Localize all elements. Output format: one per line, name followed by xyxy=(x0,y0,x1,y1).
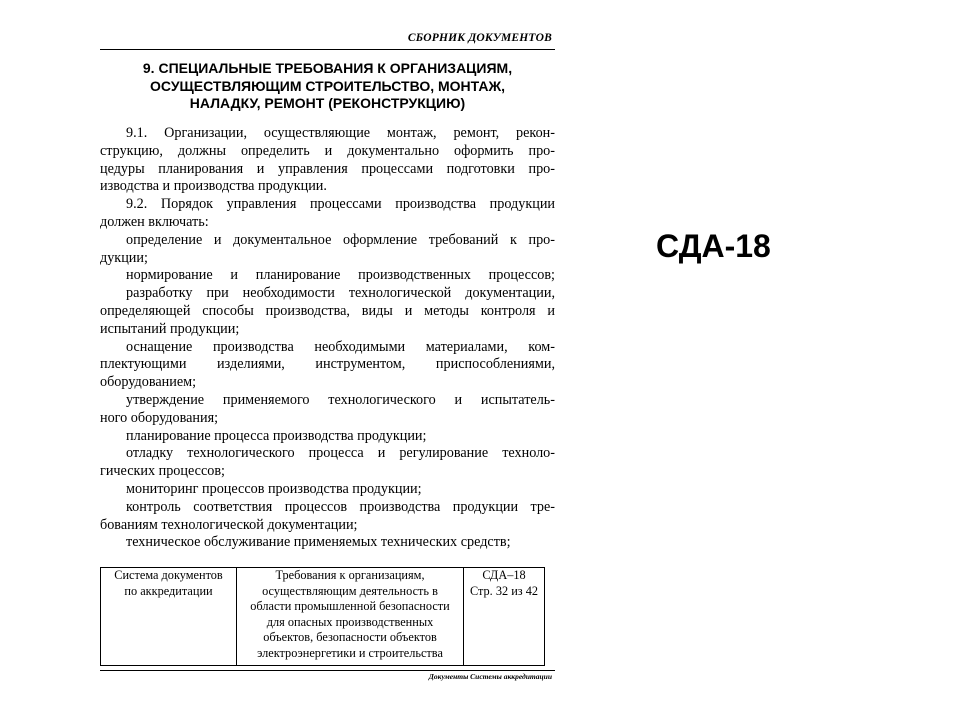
footer-cell-system xyxy=(101,568,237,666)
paragraph-line: мониторинг процессов производства продукции; xyxy=(126,480,422,497)
paragraph-line: оснащение производства необходимыми материалами, ком- xyxy=(126,338,555,355)
footer-cell-line: области промышленной безопасности xyxy=(250,599,450,613)
document-page xyxy=(100,30,555,690)
paragraph-line: планирование процесса производства продукции; xyxy=(126,427,427,444)
paragraph-line: 9.1. Организации, осуществляющие монтаж, ремонт, рекон- xyxy=(126,125,555,141)
footer-cell-line: электроэнергетики и строительства xyxy=(257,645,443,660)
paragraph-line: бованиям технологической документации; xyxy=(100,516,358,533)
paragraph-line: техническое обслуживание применяемых технических средств; xyxy=(126,534,511,551)
footer-table xyxy=(100,567,545,666)
header-rule xyxy=(100,49,555,50)
paragraph-line: контроль соответствия процессов производства продукции тре- xyxy=(126,498,555,515)
paragraph-line: гических процессов; xyxy=(100,463,225,480)
paragraph-line: испытаний продукции; xyxy=(100,320,240,337)
paragraph-line: нормирование и планирование производственных процессов; xyxy=(126,267,555,284)
paragraph-line: 9.2. Порядок управления процессами производства продукции xyxy=(126,196,555,213)
paragraph-line: изводства и производства продукции. xyxy=(100,178,327,195)
paragraph-line: определение и документальное оформление требований к про- xyxy=(126,231,555,248)
section-title xyxy=(100,60,555,113)
bottom-rule xyxy=(100,670,555,671)
paragraph-line: должен включать: xyxy=(100,213,209,230)
footer-cell-line: осуществляющим деятельность в xyxy=(262,583,438,598)
paragraph-line: цедуры планирования и управления процессами подготовки про- xyxy=(100,160,555,177)
paragraph-line: оборудованием; xyxy=(100,374,197,391)
footer-table-row xyxy=(101,568,545,666)
section-title-line: 9. СПЕЦИАЛЬНЫЕ ТРЕБОВАНИЯ К ОРГАНИЗАЦИЯМ, xyxy=(142,60,513,76)
footer-cell-line: для опасных производственных xyxy=(266,614,434,629)
footer-cell-doc-code xyxy=(464,568,545,666)
bottom-label: Документы Системы аккредитации xyxy=(428,672,552,681)
footer-cell-requirements xyxy=(237,568,464,666)
body-text xyxy=(100,125,555,552)
paragraph-line: дукции; xyxy=(100,249,148,266)
footer-cell-line: СДА–18 xyxy=(482,568,526,582)
header-label: СБОРНИК ДОКУМЕНТОВ xyxy=(404,32,552,44)
footer-cell-line: Система документов xyxy=(114,568,223,582)
section-title-line: ОСУЩЕСТВЛЯЮЩИМ СТРОИТЕЛЬСТВО, МОНТАЖ, xyxy=(150,77,505,94)
paragraph-line: плектующими изделиями, инструментом, приспособлениями, xyxy=(100,356,555,373)
section-title-line: НАЛАДКУ, РЕМОНТ (РЕКОНСТРУКЦИЮ) xyxy=(189,95,466,111)
paragraph-line: отладку технологического процесса и регулирование техноло- xyxy=(126,445,555,462)
footer-cell-line: объектов, безопасности объектов xyxy=(263,630,437,644)
side-label: СДА-18 xyxy=(656,228,771,264)
footer-cell-line: по аккредитации xyxy=(124,583,213,598)
paragraph-line: определяющей способы производства, виды и методы контроля и xyxy=(100,302,555,319)
paragraph-line: разработку при необходимости технологической документации, xyxy=(126,285,555,302)
footer-cell-line: Стр. 32 из 42 xyxy=(469,583,539,598)
paragraph-line: утверждение применяемого технологического и испытатель- xyxy=(126,391,555,408)
paragraph-line: ного оборудования; xyxy=(100,409,219,426)
footer-cell-line: Требования к организациям, xyxy=(275,568,425,582)
paragraph-line: струкцию, должны определить и документально оформить про- xyxy=(100,142,555,159)
